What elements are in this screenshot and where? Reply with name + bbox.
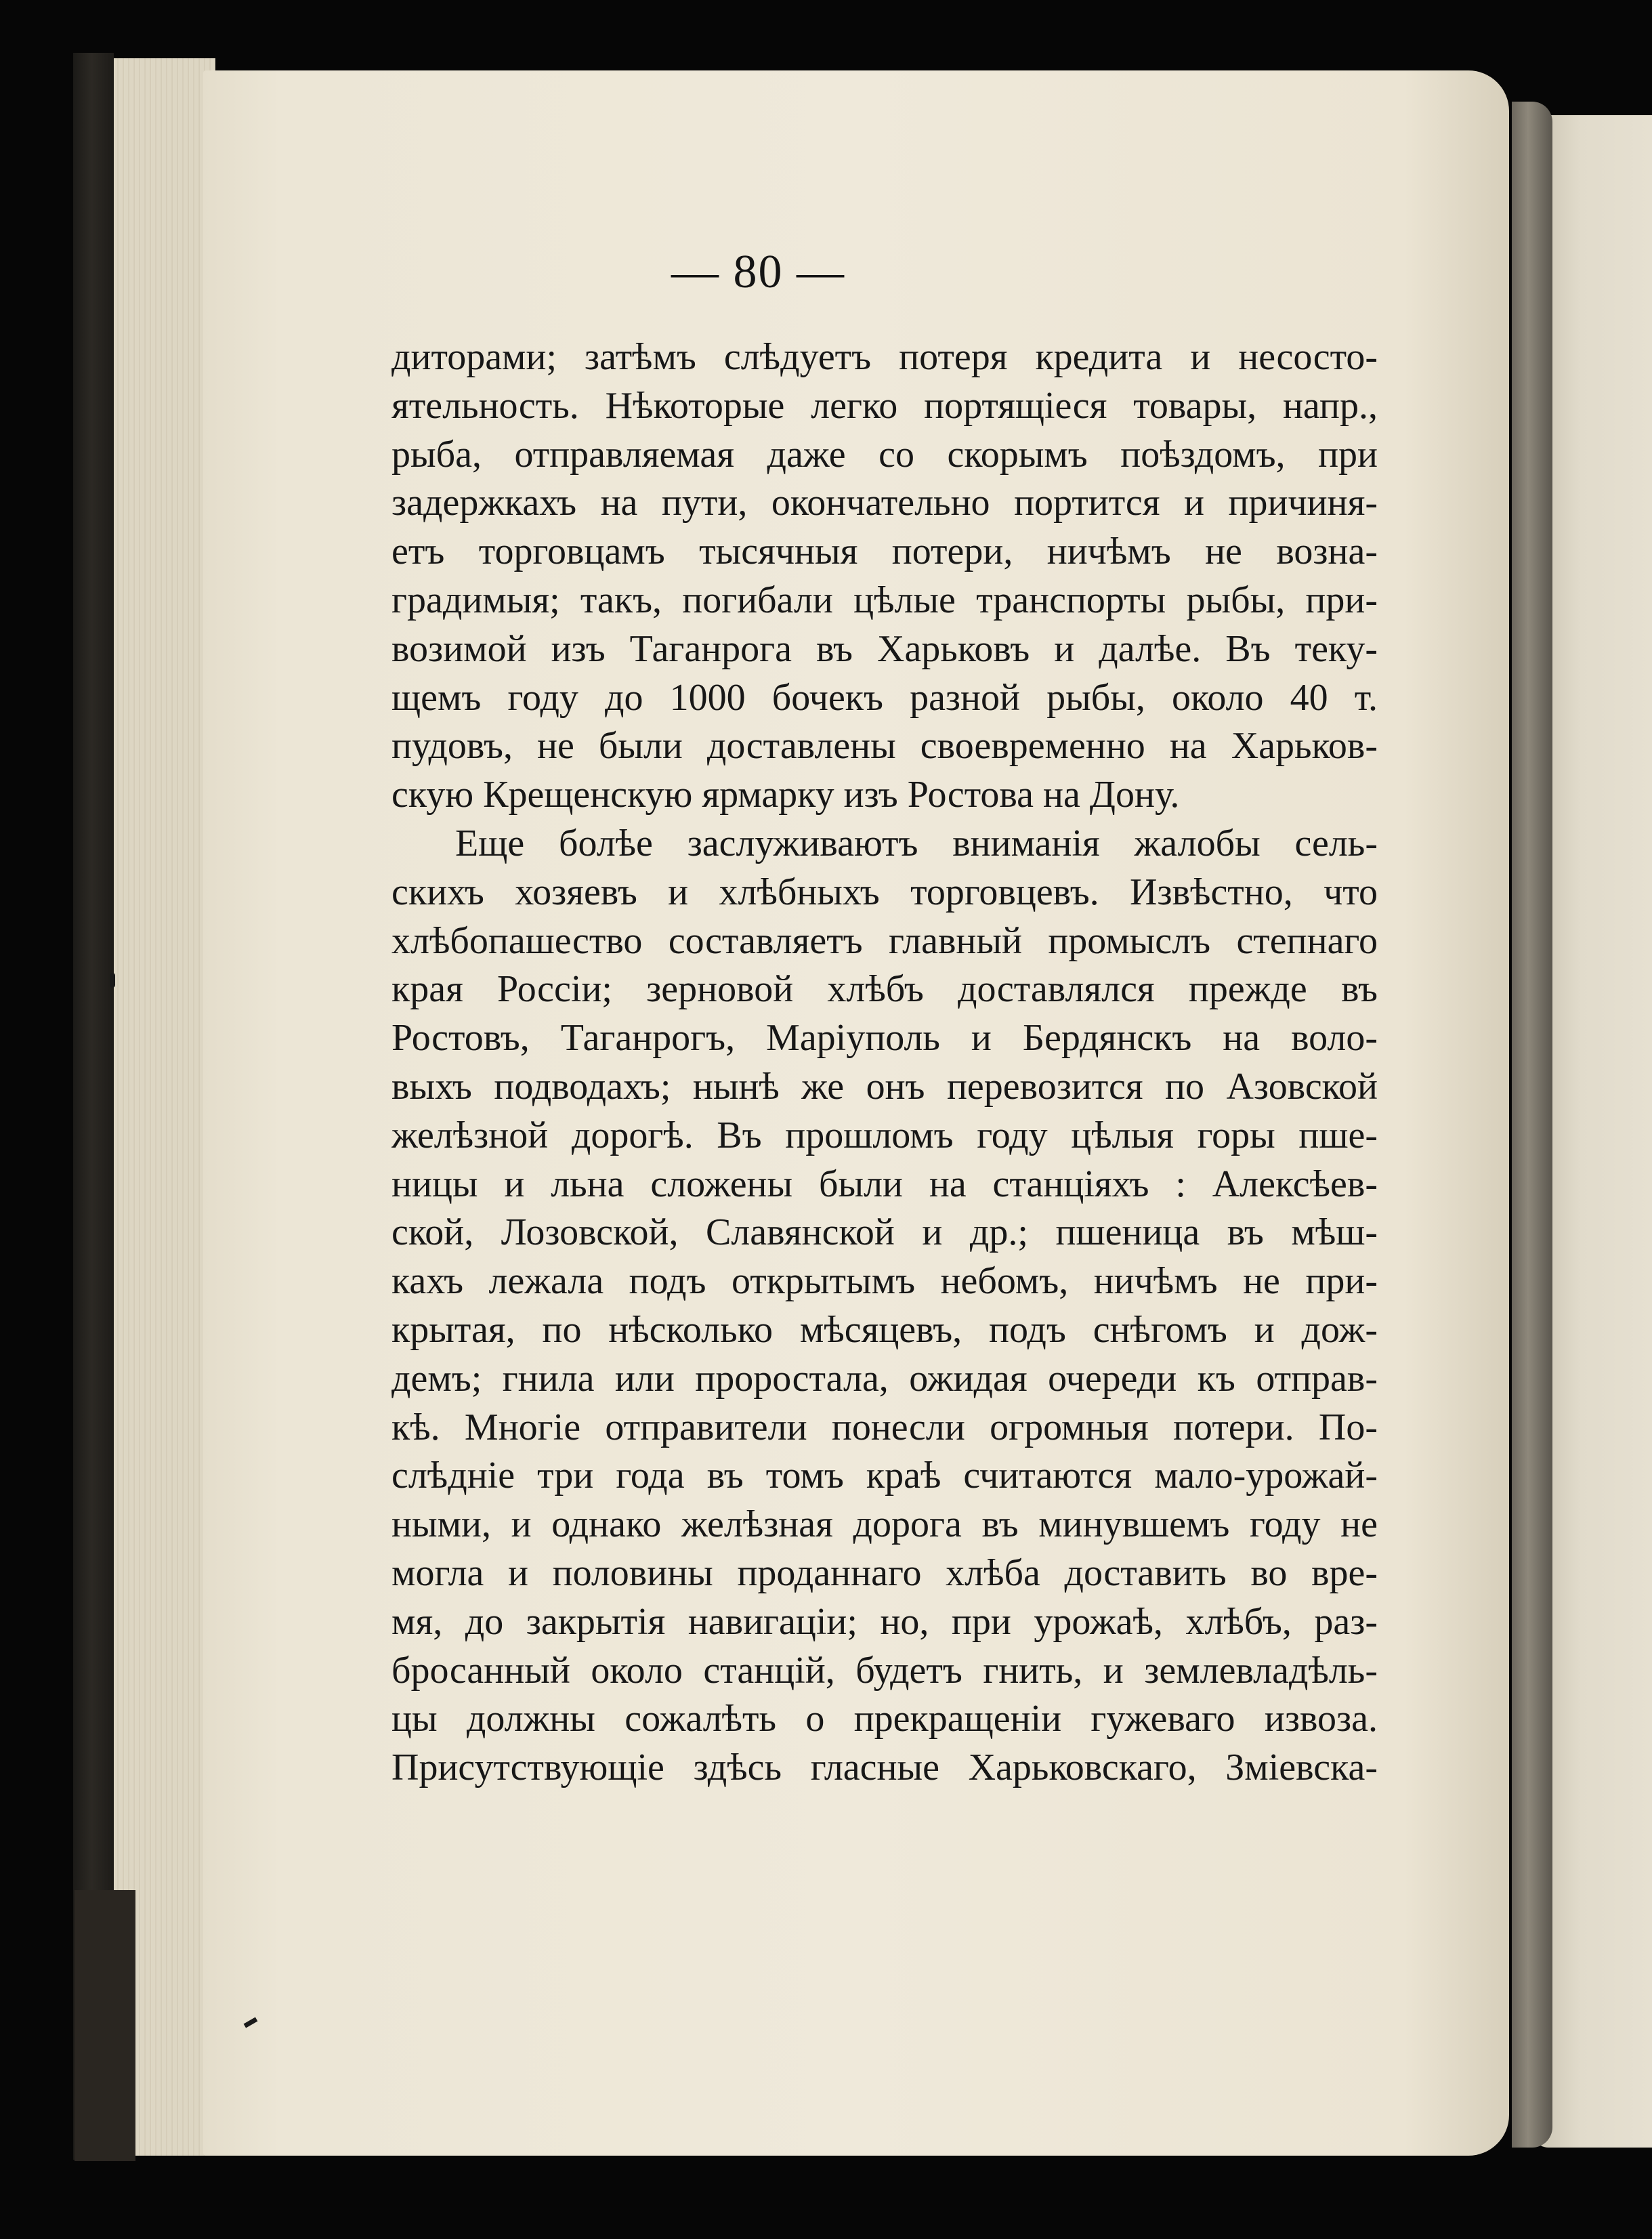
text-line: цы должны сожалѣть о прекращеніи гужеваго извоза. <box>391 1698 1378 1740</box>
text-line: могла и половины проданнаго хлѣба доставить во вре- <box>391 1551 1378 1594</box>
text-line: етъ торговцамъ тысячныя потери, ничѣмъ не возна- <box>391 530 1378 573</box>
text-line: слѣдніе три года въ томъ краѣ считаются мало-урожай- <box>391 1455 1378 1497</box>
text-line: мя, до закрытія навигаціи; но, при урожаѣ, хлѣбъ, раз- <box>391 1600 1378 1643</box>
text-line: ницы и льна сложены были на станціяхъ : Алексѣев- <box>391 1163 1378 1205</box>
text-line: крытая, по нѣсколько мѣсяцевъ, подъ снѣгомъ и дож- <box>391 1308 1378 1351</box>
paragraph-first-line: Еще болѣе заслуживаютъ вниманія жалобы сель- <box>455 822 1378 864</box>
page-gutter-shadow <box>1512 102 1552 2148</box>
text-line: градимыя; такъ, погибали цѣлые транспорты рыбы, при- <box>391 579 1378 621</box>
page-number: — 80 — <box>671 246 845 298</box>
text-line: Присутствующіе здѣсь гласные Харьковскаго, Зміевска- <box>391 1746 1378 1789</box>
book-cover-corner <box>75 1890 135 2161</box>
text-line: ными, и однако желѣзная дорога въ минувшемъ году не <box>391 1503 1378 1546</box>
ink-speck <box>110 973 115 988</box>
text-line: рыба, отправляемая даже со скорымъ поѣздомъ, при <box>391 433 1378 476</box>
page-edges <box>114 58 215 2156</box>
text-line: края Россіи; зерновой хлѣбъ доставлялся прежде въ <box>391 968 1378 1011</box>
text-line: бросанный около станцій, будетъ гнить, и землевладѣль- <box>391 1649 1378 1692</box>
text-line: кахъ лежала подъ открытымъ небомъ, ничѣмъ не при- <box>391 1260 1378 1303</box>
text-line: желѣзной дорогѣ. Въ прошломъ году цѣлыя горы пше- <box>391 1114 1378 1156</box>
text-line: диторами; затѣмъ слѣдуетъ потеря кредита и несосто- <box>391 336 1378 378</box>
text-line: скую Крещенскую ярмарку изъ Ростова на Дону. <box>391 774 1180 816</box>
text-line: Ростовъ, Таганрогъ, Маріуполь и Бердянскъ на воло- <box>391 1017 1378 1060</box>
text-line: пудовъ, не были доставлены своевременно на Харьков- <box>391 725 1378 768</box>
text-line: задержкахъ на пути, окончательно портится и причиня- <box>391 482 1378 524</box>
book-cover-edge <box>73 53 114 2160</box>
text-line: хлѣбопашество составляетъ главный промыслъ степнаго <box>391 919 1378 962</box>
text-line: щемъ году до 1000 бочекъ разной рыбы, около 40 т. <box>391 676 1378 719</box>
text-line: выхъ подводахъ; нынѣ же онъ перевозится по Азовской <box>391 1065 1378 1108</box>
text-line: кѣ. Многіе отправители понесли огромныя потери. По- <box>391 1406 1378 1448</box>
text-line: скихъ хозяевъ и хлѣбныхъ торговцевъ. Извѣстно, что <box>391 871 1378 913</box>
body-text <box>391 333 1378 1793</box>
text-line: ской, Лозовской, Славянской и др.; пшеница въ мѣш- <box>391 1211 1378 1254</box>
text-line: демъ; гнила или проростала, ожидая очереди къ отправ- <box>391 1357 1378 1400</box>
text-line: возимой изъ Таганрога въ Харьковъ и далѣе. Въ теку- <box>391 627 1378 670</box>
text-line: ятельность. Нѣкоторые легко портящіеся товары, напр., <box>391 384 1378 427</box>
